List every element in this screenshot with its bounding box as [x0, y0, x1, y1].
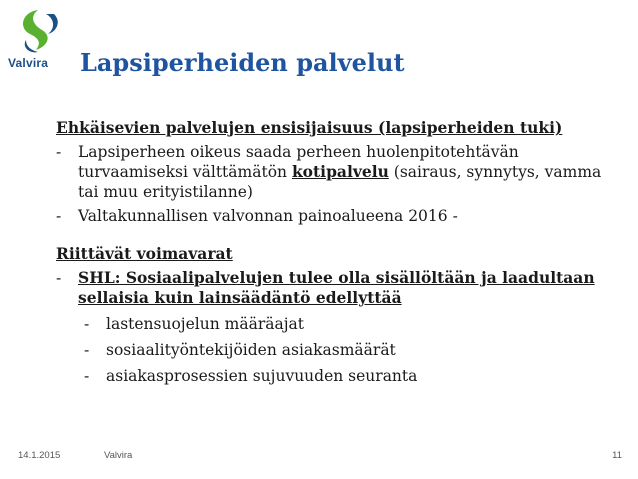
- bullet-dash: -: [56, 207, 62, 225]
- bullet-dash: -: [56, 269, 62, 287]
- list-item: [56, 206, 616, 226]
- logo-text: Valvira: [8, 56, 49, 70]
- sub-item-text: lastensuojelun määräajat: [106, 315, 304, 333]
- sub-list-item: [84, 366, 616, 386]
- section-heading-prevention: Ehkäisevien palvelujen ensisijaisuus (lapsiperheiden tuki): [56, 118, 563, 137]
- page-number: 11: [612, 450, 622, 461]
- bullet-dash: -: [56, 143, 62, 161]
- sub-item-text: sosiaalityöntekijöiden asiakasmäärät: [106, 341, 396, 359]
- bullet-dash: -: [84, 315, 90, 333]
- section-heading-resources: Riittävät voimavarat: [56, 244, 233, 263]
- item-text: SHL: Sosiaalipalvelujen tulee olla sisällöltään ja laadultaan sellaisia kuin lainsäädäntö edellyttää: [78, 268, 595, 307]
- sub-list-item: [84, 314, 616, 334]
- bullet-dash: -: [84, 341, 90, 359]
- item-text-before: Lapsiperheen oikeus saada perheen huolenpitotehtävän turvaamiseksi välttämätön: [78, 143, 519, 181]
- list-item: [56, 268, 616, 308]
- footer-date: 14.1.2015: [18, 450, 61, 461]
- sub-list-item: [84, 340, 616, 360]
- item-text-after: (sairaus, synnytys, vamma tai muu erityistilanne): [78, 163, 602, 201]
- footer-org: Valvira: [104, 450, 133, 461]
- bullet-dash: -: [84, 367, 90, 385]
- sub-item-text: asiakasprosessien sujuvuuden seuranta: [106, 367, 418, 385]
- item-text: Valtakunnallisen valvonnan painoalueena 2016 -: [78, 207, 458, 225]
- page-title: Lapsiperheiden palvelut: [80, 48, 405, 77]
- item-text-emphasis: kotipalvelu: [291, 162, 389, 181]
- slide-content: [56, 118, 616, 386]
- list-item: [56, 142, 616, 202]
